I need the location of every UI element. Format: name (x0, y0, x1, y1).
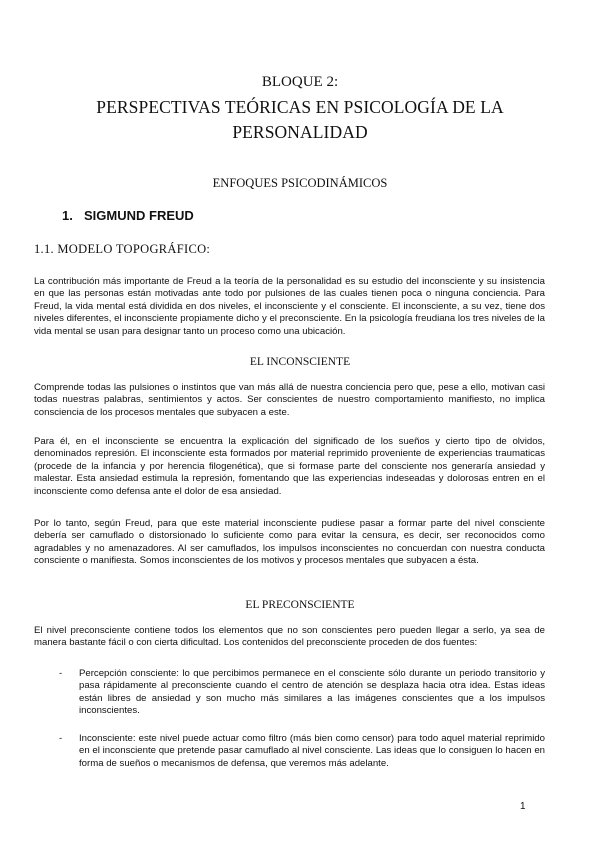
list-item: Percepción consciente: lo que percibimos permanece en el consciente sólo durante un periodo transitorio y pasa rápidamente al preconsciente cuando el centro de atención se desplaza hacia otra idea. Estas ideas están libres de ansiedad y son mucho más similares a las imágenes conscientes que a los impulsos inconscientes. (79, 668, 545, 717)
subheading-preconsciente: EL PRECONSCIENTE (245, 599, 355, 611)
bullet-marker: - (59, 668, 63, 679)
block-label: BLOQUE 2: (261, 74, 339, 90)
bullet-marker: - (59, 733, 63, 744)
page-title (0, 95, 600, 145)
title-line-2: PERSONALIDAD (232, 122, 368, 142)
subheading-modelo-topografico: 1.1. MODELO TOPOGRÁFICO: (34, 242, 211, 256)
paragraph-inconsciente-3: Por lo tanto, según Freud, para que este material inconsciente pudiese pasar a formar parte del nivel consciente debería ser camuflado o distorsionado lo suficiente como para evitar la censura, es decir, ser reconocidos como agradables y no amenazadores. Al ser camuflados, los impulsos inconscientes no concuerdan con nuestra conducta consciente o manifiesta. Somos inconscientes de los motivos y procesos mentales que subyacen a ésta. (34, 518, 545, 567)
title-line-1: PERSPECTIVAS TEÓRICAS EN PSICOLOGÍA DE LA (96, 97, 504, 117)
heading-sigmund-freud (62, 208, 194, 223)
section-title-text: ENFOQUES PSICODINÁMICOS (212, 176, 388, 190)
page-number: 1 (520, 801, 526, 812)
heading-number: 1. (62, 208, 73, 223)
paragraph-inconsciente-1: Comprende todas las pulsiones o instintos que van más allá de nuestra conciencia pero que, pese a ello, motivan casi todas nuestras palabras, sentimientos y actos. Ser conscientes de nuestro comportamiento manifiesto, no implica consciencia de los procesos mentales que subyacen a este. (34, 382, 545, 418)
paragraph-preconsciente-1: El nivel preconsciente contiene todos los elementos que no son conscientes pero pueden llegar a serlo, ya sea de manera bastante fácil o con cierta dificultad. Los contenidos del preconsciente proceden de dos fuentes: (34, 625, 545, 649)
paragraph-inconsciente-2: Para él, en el inconsciente se encuentra la explicación del significado de los sueños y cierto tipo de olvidos, denominados represión. El inconsciente esta formados por material reprimido proveniente de experiencias traumaticas (procede de la infancia y por herencia filogenética), que si formase parte del consciente nos generaría ansiedad y malestar. Esta ansiedad estimula la represión, fomentando que las experiencias indeseadas y dolorosas entren en el inconsciente como defensa ante el dolor de esa ansiedad. (34, 436, 545, 497)
subheading-inconsciente: EL INCONSCIENTE (249, 356, 351, 368)
heading-text: SIGMUND FREUD (84, 208, 194, 223)
section-title (0, 176, 600, 191)
paragraph-intro: La contribución más importante de Freud a la teoría de la personalidad es su estudio del inconsciente y su insistencia en que las personas están motivadas ante todo por pulsiones de las cuales tienen poca o ninguna conciencia. Para Freud, la vida mental está dividida en dos niveles, el inconsciente y el consciente. El inconsciente, a su vez, tiene dos niveles diferentes, el inconsciente propiamente dicho y el preconsciente. En la psicología freudiana los tres niveles de la vida mental se usan para designar tanto un proceso como una ubicación. (34, 276, 545, 337)
list-item: Inconsciente: este nivel puede actuar como filtro (más bien como censor) para todo aquel material reprimido en el inconsciente que pretende pasar camuflado al nivel consciente. Las ideas que lo consiguen lo hacen en forma de sueños o mecanismos de defensa, que veremos más adelante. (79, 733, 545, 769)
